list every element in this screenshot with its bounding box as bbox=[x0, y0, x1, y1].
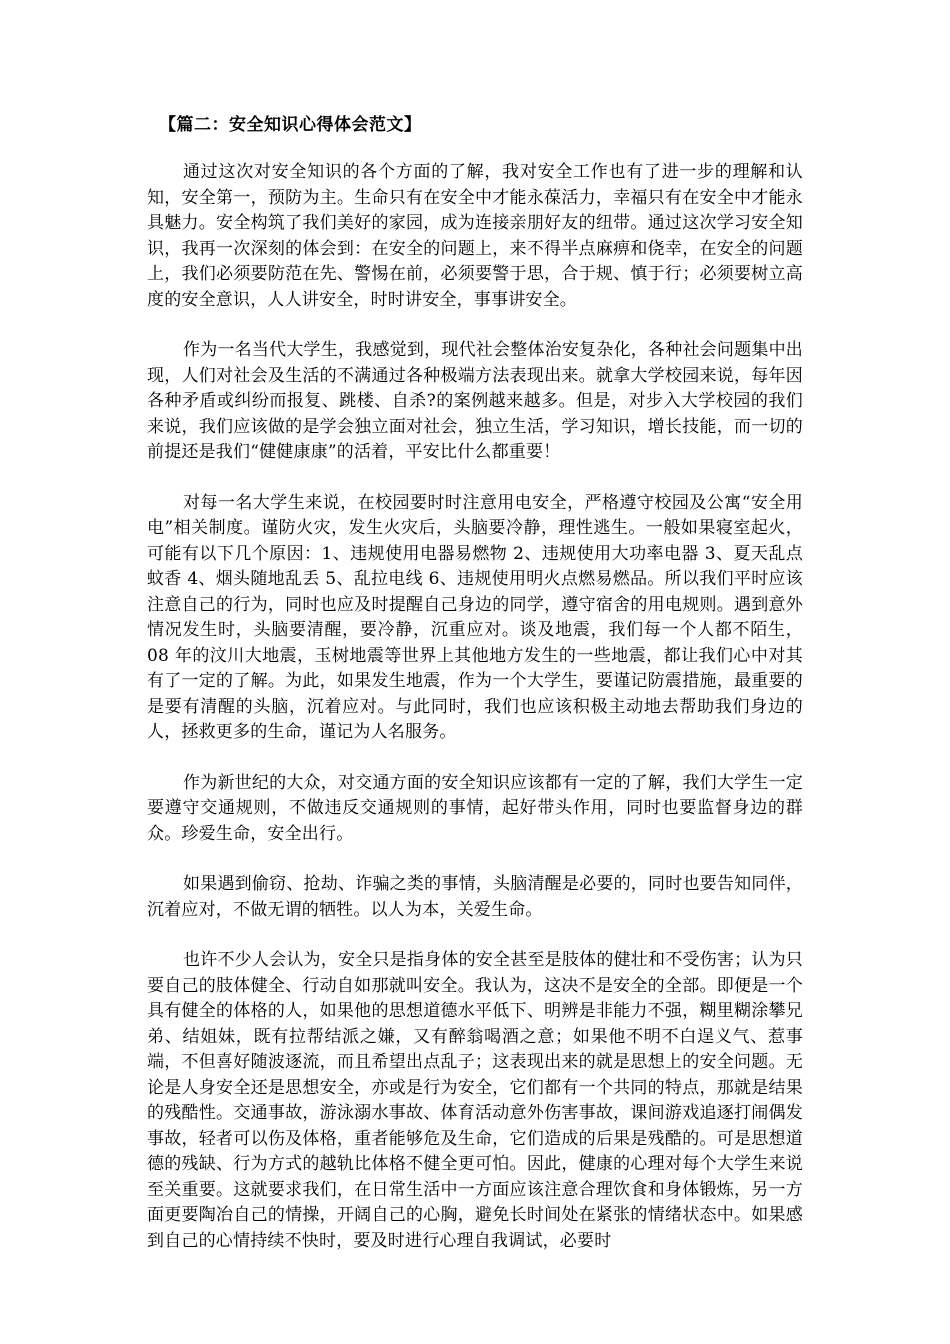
paragraph-1: 通过这次对安全知识的各个方面的了解，我对安全工作也有了进一步的理解和认知，安全第一，预防为主。生命只有在安全中才能永葆活力，幸福只有在安全中才能永具魅力。安全构筑了我们美好的家园，成为连接亲朋好友的纽带。通过这次学习安全知识，我再一次深刻的体会到：在安全的问题上，来不得半点麻痹和侥幸，在安全的问题上，我们必须要防范在先、警惕在前，必须要警于思，合于规、慎于行；必须要树立高度的安全意识，人人讲安全，时时讲安全，事事讲安全。 bbox=[147, 162, 803, 310]
paragraph-5: 如果遇到偷窃、抢劫、诈骗之类的事情，头脑清醒是必要的，同时也要告知同伴，沉着应对，不做无谓的牺牲。以人为本，关爱生命。 bbox=[147, 874, 803, 920]
paragraph-6: 也许不少人会认为，安全只是指身体的安全甚至是肢体的健壮和不受伤害；认为只要自己的肢体健全、行动自如那就叫安全。我认为，这决不是安全的全部。即便是一个具有健全的体格的人，如果他的思想道德水平低下、明辨是非能力不强，糊里糊涂攀兄弟、结姐妹，既有拉帮结派之嫌，又有醉翁喝酒之意；如果他不明不白逞义气、惹事端，不但喜好随波逐流，而且希望出点乱子；这表现出来的就是思想上的安全问题。无论是人身安全还是思想安全，亦或是行为安全，它们都有一个共同的特点，那就是结果的残酷性。交通事故，游泳溺水事故、体育活动意外伤害事故，课间游戏追逐打闹偶发事故，轻者可以伤及体格，重者能够危及生命，它们造成的后果是残酷的。可是思想道德的残缺、行为方式的越轨比体格不健全更可怕。因此，健康的心理对每个大学生来说至关重要。这就要求我们，在日常生活中一方面应该注意合理饮食和身体锻炼，另一方面更要陶冶自己的情操，开阔自己的心胸，避免长时间处在紧张的情绪状态中。如果感到自己的心情持续不快时，要及时进行心理自我调试，必要时 bbox=[147, 950, 803, 1251]
document-body bbox=[147, 111, 803, 1254]
paragraph-3: 对每一名大学生来说，在校园要时时注意用电安全，严格遵守校园及公寓“安全用电”相关制度。谨防火灾，发生火灾后，头脑要冷静，理性逃生。一般如果寝室起火，可能有以下几个原因：1、违规使用电器易燃物 2、违规使用大功率电器 3、夏天乱点蚊香 4、烟头随地乱丢 5、乱拉电线 6、违规使用明火点燃易燃品。所以我们平时应该注意自己的行为，同时也应及时提醒自己身边的同学，遵守宿舍的用电规则。遇到意外情况发生时，头脑要清醒，要冷静，沉重应对。谈及地震，我们每一个人都不陌生，08 年的汶川大地震，玉树地震等世界上其他地方发生的一些地震，都让我们心中对其有了一定的了解。为此，如果发生地震，作为一个大学生，要谨记防震措施，最重要的是要有清醒的头脑，沉着应对。与此同时，我们也应该积极主动地去帮助我们身边的人，拯救更多的生命，谨记为人名服务。 bbox=[147, 492, 803, 742]
paragraph-2: 作为一名当代大学生，我感觉到，现代社会整体治安复杂化，各种社会问题集中出现，人们对社会及生活的不满通过各种极端方法表现出来。就拿大学校园来说，每年因各种矛盾或纠纷而报复、跳楼、自杀?的案例越来越多。但是，对步入大学校园的我们来说，我们应该做的是学会独立面对社会，独立生活，学习知识，增长技能，而一切的前提还是我们“健健康康”的活着，平安比什么都重要！ bbox=[147, 340, 803, 462]
document-heading: 【篇二：安全知识心得体会范文】 bbox=[159, 115, 422, 135]
paragraph-4: 作为新世纪的大众，对交通方面的安全知识应该都有一定的了解，我们大学生一定要遵守交通规则，不做违反交通规则的事情，起好带头作用，同时也要监督身边的群众。珍爱生命，安全出行。 bbox=[147, 772, 803, 844]
